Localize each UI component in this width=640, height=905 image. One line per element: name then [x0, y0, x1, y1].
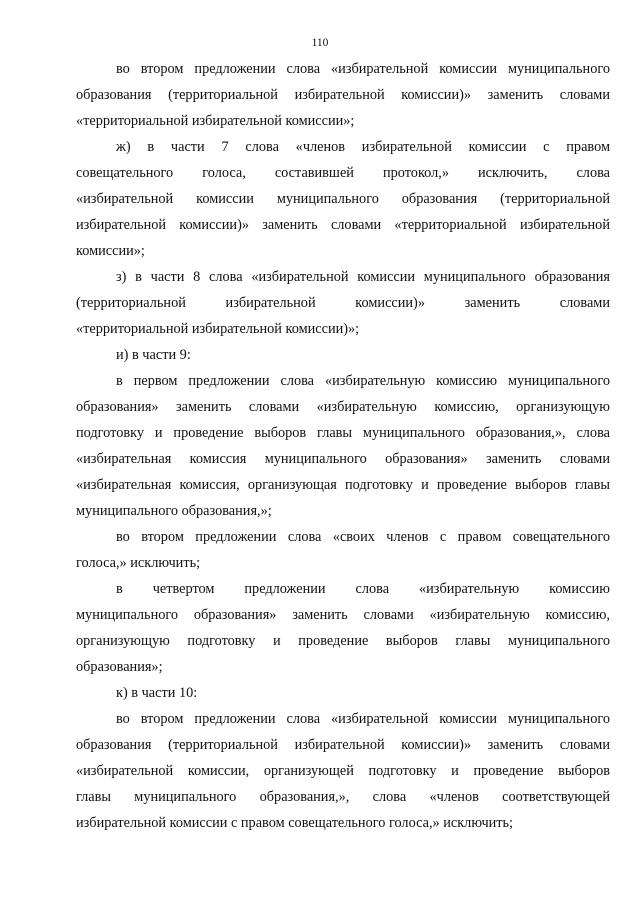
text-line: «территориальной избирательной комиссии)»; — [76, 321, 360, 337]
text-line: муниципального образования,»; — [76, 503, 272, 519]
text-line: к) в части 10: — [116, 685, 198, 701]
text-line: совещательного голоса, составившей протокол,» исключить, слова — [76, 165, 610, 181]
text-line: образования» заменить словами «избирательную комиссию, организующую — [76, 399, 610, 415]
text-line: в первом предложении слова «избирательную комиссию муниципального — [116, 373, 610, 389]
text-line: «избирательная комиссия, организующая подготовку и проведение выборов главы — [76, 477, 610, 493]
text-line: образования (территориальной избирательной комиссии)» заменить словами — [76, 737, 610, 753]
text-line: образования»; — [76, 659, 163, 675]
text-line: во втором предложении слова «избирательной комиссии муниципального — [116, 711, 610, 727]
text-line: «избирательной комиссии, организующей подготовку и проведение выборов — [76, 763, 610, 779]
text-line: во втором предложении слова «избирательной комиссии муниципального — [116, 61, 610, 77]
text-line: и) в части 9: — [116, 347, 191, 363]
text-line: образования (территориальной избирательной комиссии)» заменить словами — [76, 87, 610, 103]
text-line: голоса,» исключить; — [76, 555, 201, 571]
text-line: в четвертом предложении слова «избирательную комиссию — [116, 581, 610, 597]
text-line: избирательной комиссии)» заменить словами «территориальной избирательной — [76, 217, 610, 233]
text-line: (территориальной избирательной комиссии)» заменить словами — [76, 295, 610, 311]
text-line: муниципального образования» заменить словами «избирательную комиссию, — [76, 607, 610, 623]
text-line: ж) в части 7 слова «членов избирательной комиссии с правом — [116, 139, 610, 155]
page-number: 110 — [311, 37, 329, 49]
text-line: главы муниципального образования,», слова «членов соответствующей — [76, 789, 610, 805]
text-line: з) в части 8 слова «избирательной комиссии муниципального образования — [116, 269, 610, 285]
text-line: во втором предложении слова «своих членов с правом совещательного — [116, 529, 610, 545]
text-line: «избирательной комиссии муниципального образования (территориальной — [76, 191, 610, 207]
text-line: «избирательная комиссия муниципального образования» заменить словами — [76, 451, 610, 467]
text-line: организующую подготовку и проведение выборов главы муниципального — [76, 633, 610, 649]
text-line: подготовку и проведение выборов главы муниципального образования,», слова — [76, 425, 610, 441]
text-line: избирательной комиссии с правом совещательного голоса,» исключить; — [76, 815, 514, 831]
text-line: комиссии»; — [76, 243, 145, 259]
text-line: «территориальной избирательной комиссии»; — [76, 113, 355, 129]
